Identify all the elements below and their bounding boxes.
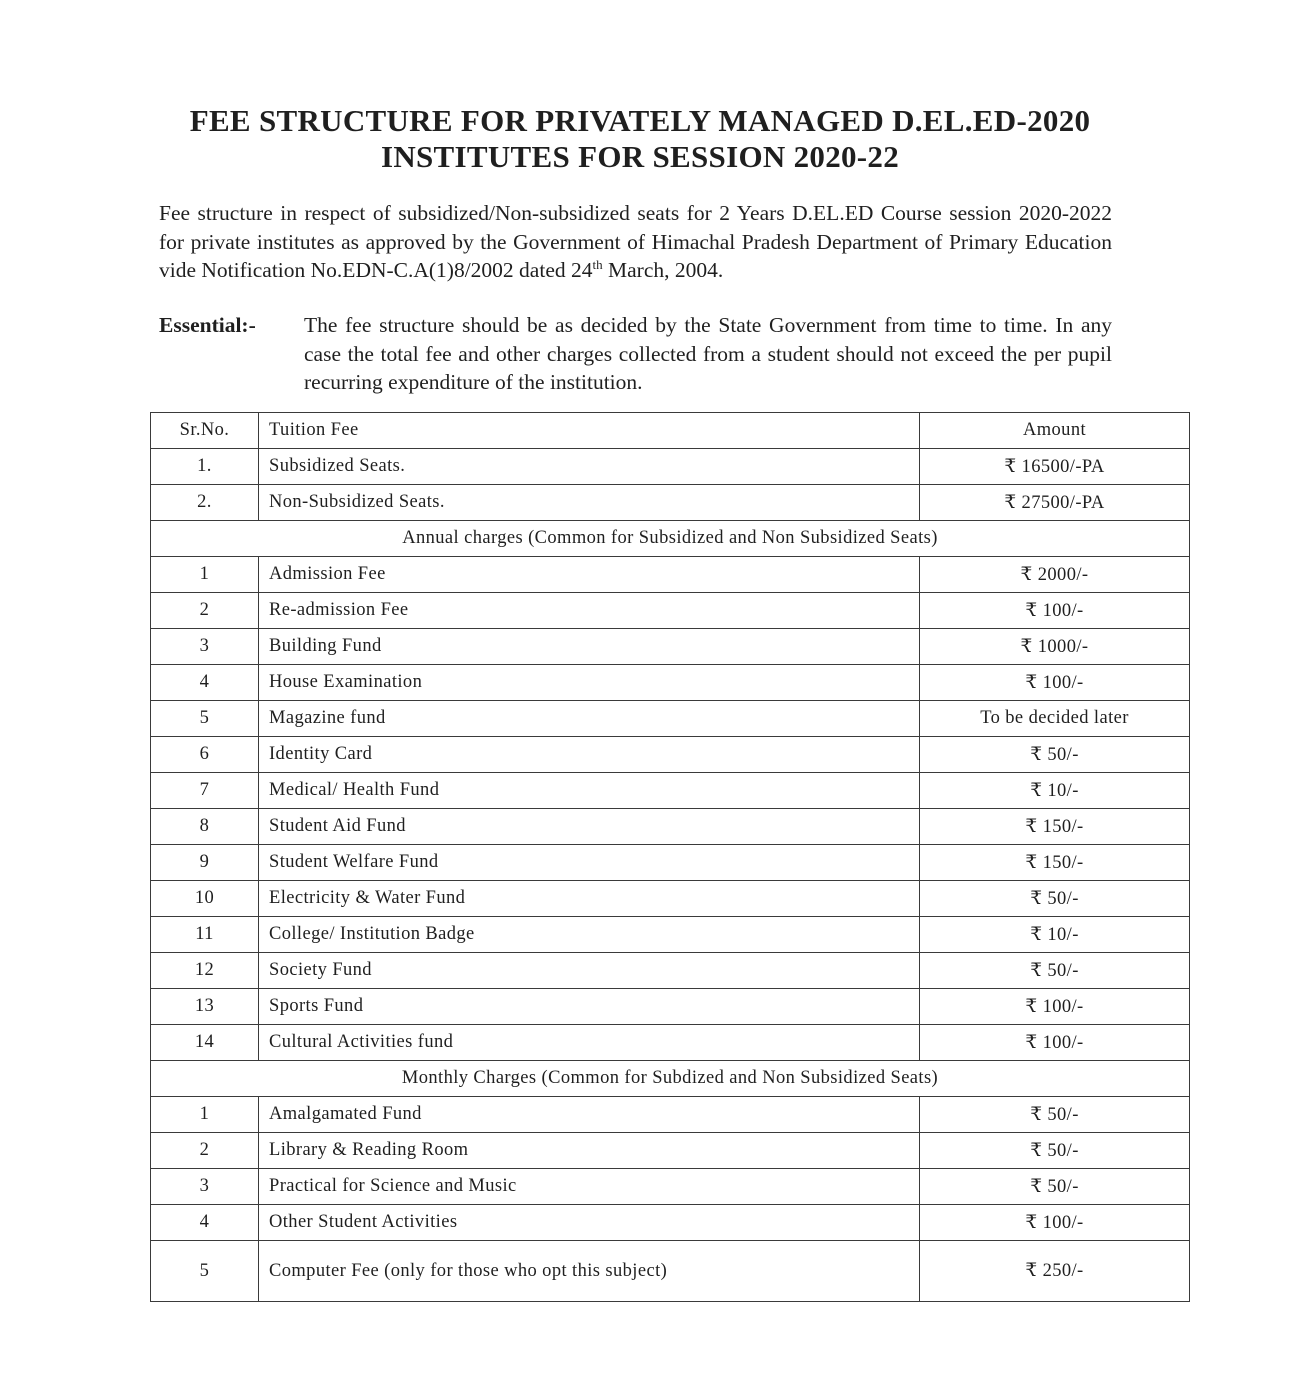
monthly-sr: 5 (151, 1241, 259, 1302)
annual-item: Electricity & Water Fund (259, 881, 920, 917)
annual-amount: ₹ 100/- (920, 989, 1190, 1025)
annual-item: Building Fund (259, 629, 920, 665)
annual-sr: 8 (151, 809, 259, 845)
annual-sr: 2 (151, 593, 259, 629)
monthly-sr: 1 (151, 1097, 259, 1133)
annual-heading: Annual charges (Common for Subsidized and Non Subsidized Seats) (151, 521, 1190, 557)
annual-sr: 1 (151, 557, 259, 593)
annual-sr: 14 (151, 1025, 259, 1061)
annual-amount: ₹ 150/- (920, 809, 1190, 845)
monthly-sr: 4 (151, 1205, 259, 1241)
monthly-row (151, 1241, 1190, 1302)
annual-row (151, 989, 1190, 1025)
annual-item: College/ Institution Badge (259, 917, 920, 953)
monthly-amount: ₹ 50/- (920, 1169, 1190, 1205)
annual-amount: ₹ 150/- (920, 845, 1190, 881)
annual-sr: 11 (151, 917, 259, 953)
tuition-sr: 2. (151, 485, 259, 521)
monthly-item: Library & Reading Room (259, 1133, 920, 1169)
annual-sr: 5 (151, 701, 259, 737)
annual-row (151, 701, 1190, 737)
tuition-row (151, 449, 1190, 485)
annual-item: Magazine fund (259, 701, 920, 737)
annual-item: Sports Fund (259, 989, 920, 1025)
annual-sr: 7 (151, 773, 259, 809)
annual-item: Cultural Activities fund (259, 1025, 920, 1061)
annual-row (151, 1025, 1190, 1061)
monthly-amount: ₹ 250/- (920, 1241, 1190, 1302)
annual-amount: ₹ 10/- (920, 917, 1190, 953)
tuition-item: Non-Subsidized Seats. (259, 485, 920, 521)
annual-item: Student Aid Fund (259, 809, 920, 845)
monthly-item: Computer Fee (only for those who opt this subject) (259, 1241, 920, 1302)
annual-item: Admission Fee (259, 557, 920, 593)
annual-item: House Examination (259, 665, 920, 701)
header-amount: Amount (920, 413, 1190, 449)
annual-item: Society Fund (259, 953, 920, 989)
title-line-1: FEE STRUCTURE FOR PRIVATELY MANAGED D.EL.ED-2020 (189, 103, 1091, 138)
monthly-row (151, 1133, 1190, 1169)
header-sr: Sr.No. (151, 413, 259, 449)
annual-sr: 12 (151, 953, 259, 989)
annual-row (151, 557, 1190, 593)
annual-amount: ₹ 10/- (920, 773, 1190, 809)
annual-amount: ₹ 100/- (920, 1025, 1190, 1061)
annual-item: Identity Card (259, 737, 920, 773)
annual-row (151, 665, 1190, 701)
monthly-amount: ₹ 50/- (920, 1097, 1190, 1133)
annual-row (151, 953, 1190, 989)
intro-superscript: th (592, 256, 603, 272)
monthly-sr: 3 (151, 1169, 259, 1205)
title-line-2: INSTITUTES FOR SESSION 2020-22 (380, 139, 900, 174)
fee-table (150, 412, 1190, 1302)
annual-item: Student Welfare Fund (259, 845, 920, 881)
annual-row (151, 881, 1190, 917)
annual-row (151, 845, 1190, 881)
annual-sr: 4 (151, 665, 259, 701)
annual-amount: ₹ 1000/- (920, 629, 1190, 665)
tuition-row (151, 485, 1190, 521)
essential-label: Essential:- (159, 313, 256, 337)
monthly-item: Practical for Science and Music (259, 1169, 920, 1205)
document-title (160, 103, 1120, 175)
annual-amount: ₹ 50/- (920, 737, 1190, 773)
tuition-sr: 1. (151, 449, 259, 485)
monthly-item: Amalgamated Fund (259, 1097, 920, 1133)
tuition-amount: ₹ 16500/-PA (920, 449, 1190, 485)
annual-amount: ₹ 50/- (920, 881, 1190, 917)
essential-text: The fee structure should be as decided by the State Government from time to time. In any case the total fee and other charges collected from a student should not exceed the per pupil recurring expenditure of the institution. (304, 313, 1112, 394)
monthly-heading-row (151, 1061, 1190, 1097)
annual-row (151, 773, 1190, 809)
annual-sr: 10 (151, 881, 259, 917)
monthly-item: Other Student Activities (259, 1205, 920, 1241)
monthly-amount: ₹ 50/- (920, 1133, 1190, 1169)
monthly-sr: 2 (151, 1133, 259, 1169)
annual-amount: To be decided later (920, 701, 1190, 737)
intro-text-end: March, 2004. (602, 258, 724, 282)
table-header-row (151, 413, 1190, 449)
annual-row (151, 917, 1190, 953)
tuition-amount: ₹ 27500/-PA (920, 485, 1190, 521)
annual-heading-row (151, 521, 1190, 557)
annual-sr: 3 (151, 629, 259, 665)
annual-sr: 13 (151, 989, 259, 1025)
intro-paragraph (159, 199, 1112, 285)
tuition-item: Subsidized Seats. (259, 449, 920, 485)
monthly-row (151, 1169, 1190, 1205)
annual-row (151, 593, 1190, 629)
monthly-heading: Monthly Charges (Common for Subdized and Non Subsidized Seats) (151, 1061, 1190, 1097)
annual-amount: ₹ 50/- (920, 953, 1190, 989)
annual-item: Medical/ Health Fund (259, 773, 920, 809)
fee-table-body (151, 413, 1190, 1302)
intro-text: Fee structure in respect of subsidized/Non-subsidized seats for 2 Years D.EL.ED Course session 2020-2022 for private institutes as approved by the Government of Himachal Pradesh Department of Primary Education vide Notification No.EDN-C.A(1)8/2002 dated 24 (159, 201, 1112, 282)
annual-row (151, 737, 1190, 773)
annual-amount: ₹ 100/- (920, 665, 1190, 701)
annual-amount: ₹ 2000/- (920, 557, 1190, 593)
annual-row (151, 629, 1190, 665)
annual-amount: ₹ 100/- (920, 593, 1190, 629)
header-item: Tuition Fee (259, 413, 920, 449)
monthly-row (151, 1097, 1190, 1133)
annual-item: Re-admission Fee (259, 593, 920, 629)
annual-sr: 9 (151, 845, 259, 881)
monthly-amount: ₹ 100/- (920, 1205, 1190, 1241)
annual-sr: 6 (151, 737, 259, 773)
annual-row (151, 809, 1190, 845)
monthly-row (151, 1205, 1190, 1241)
